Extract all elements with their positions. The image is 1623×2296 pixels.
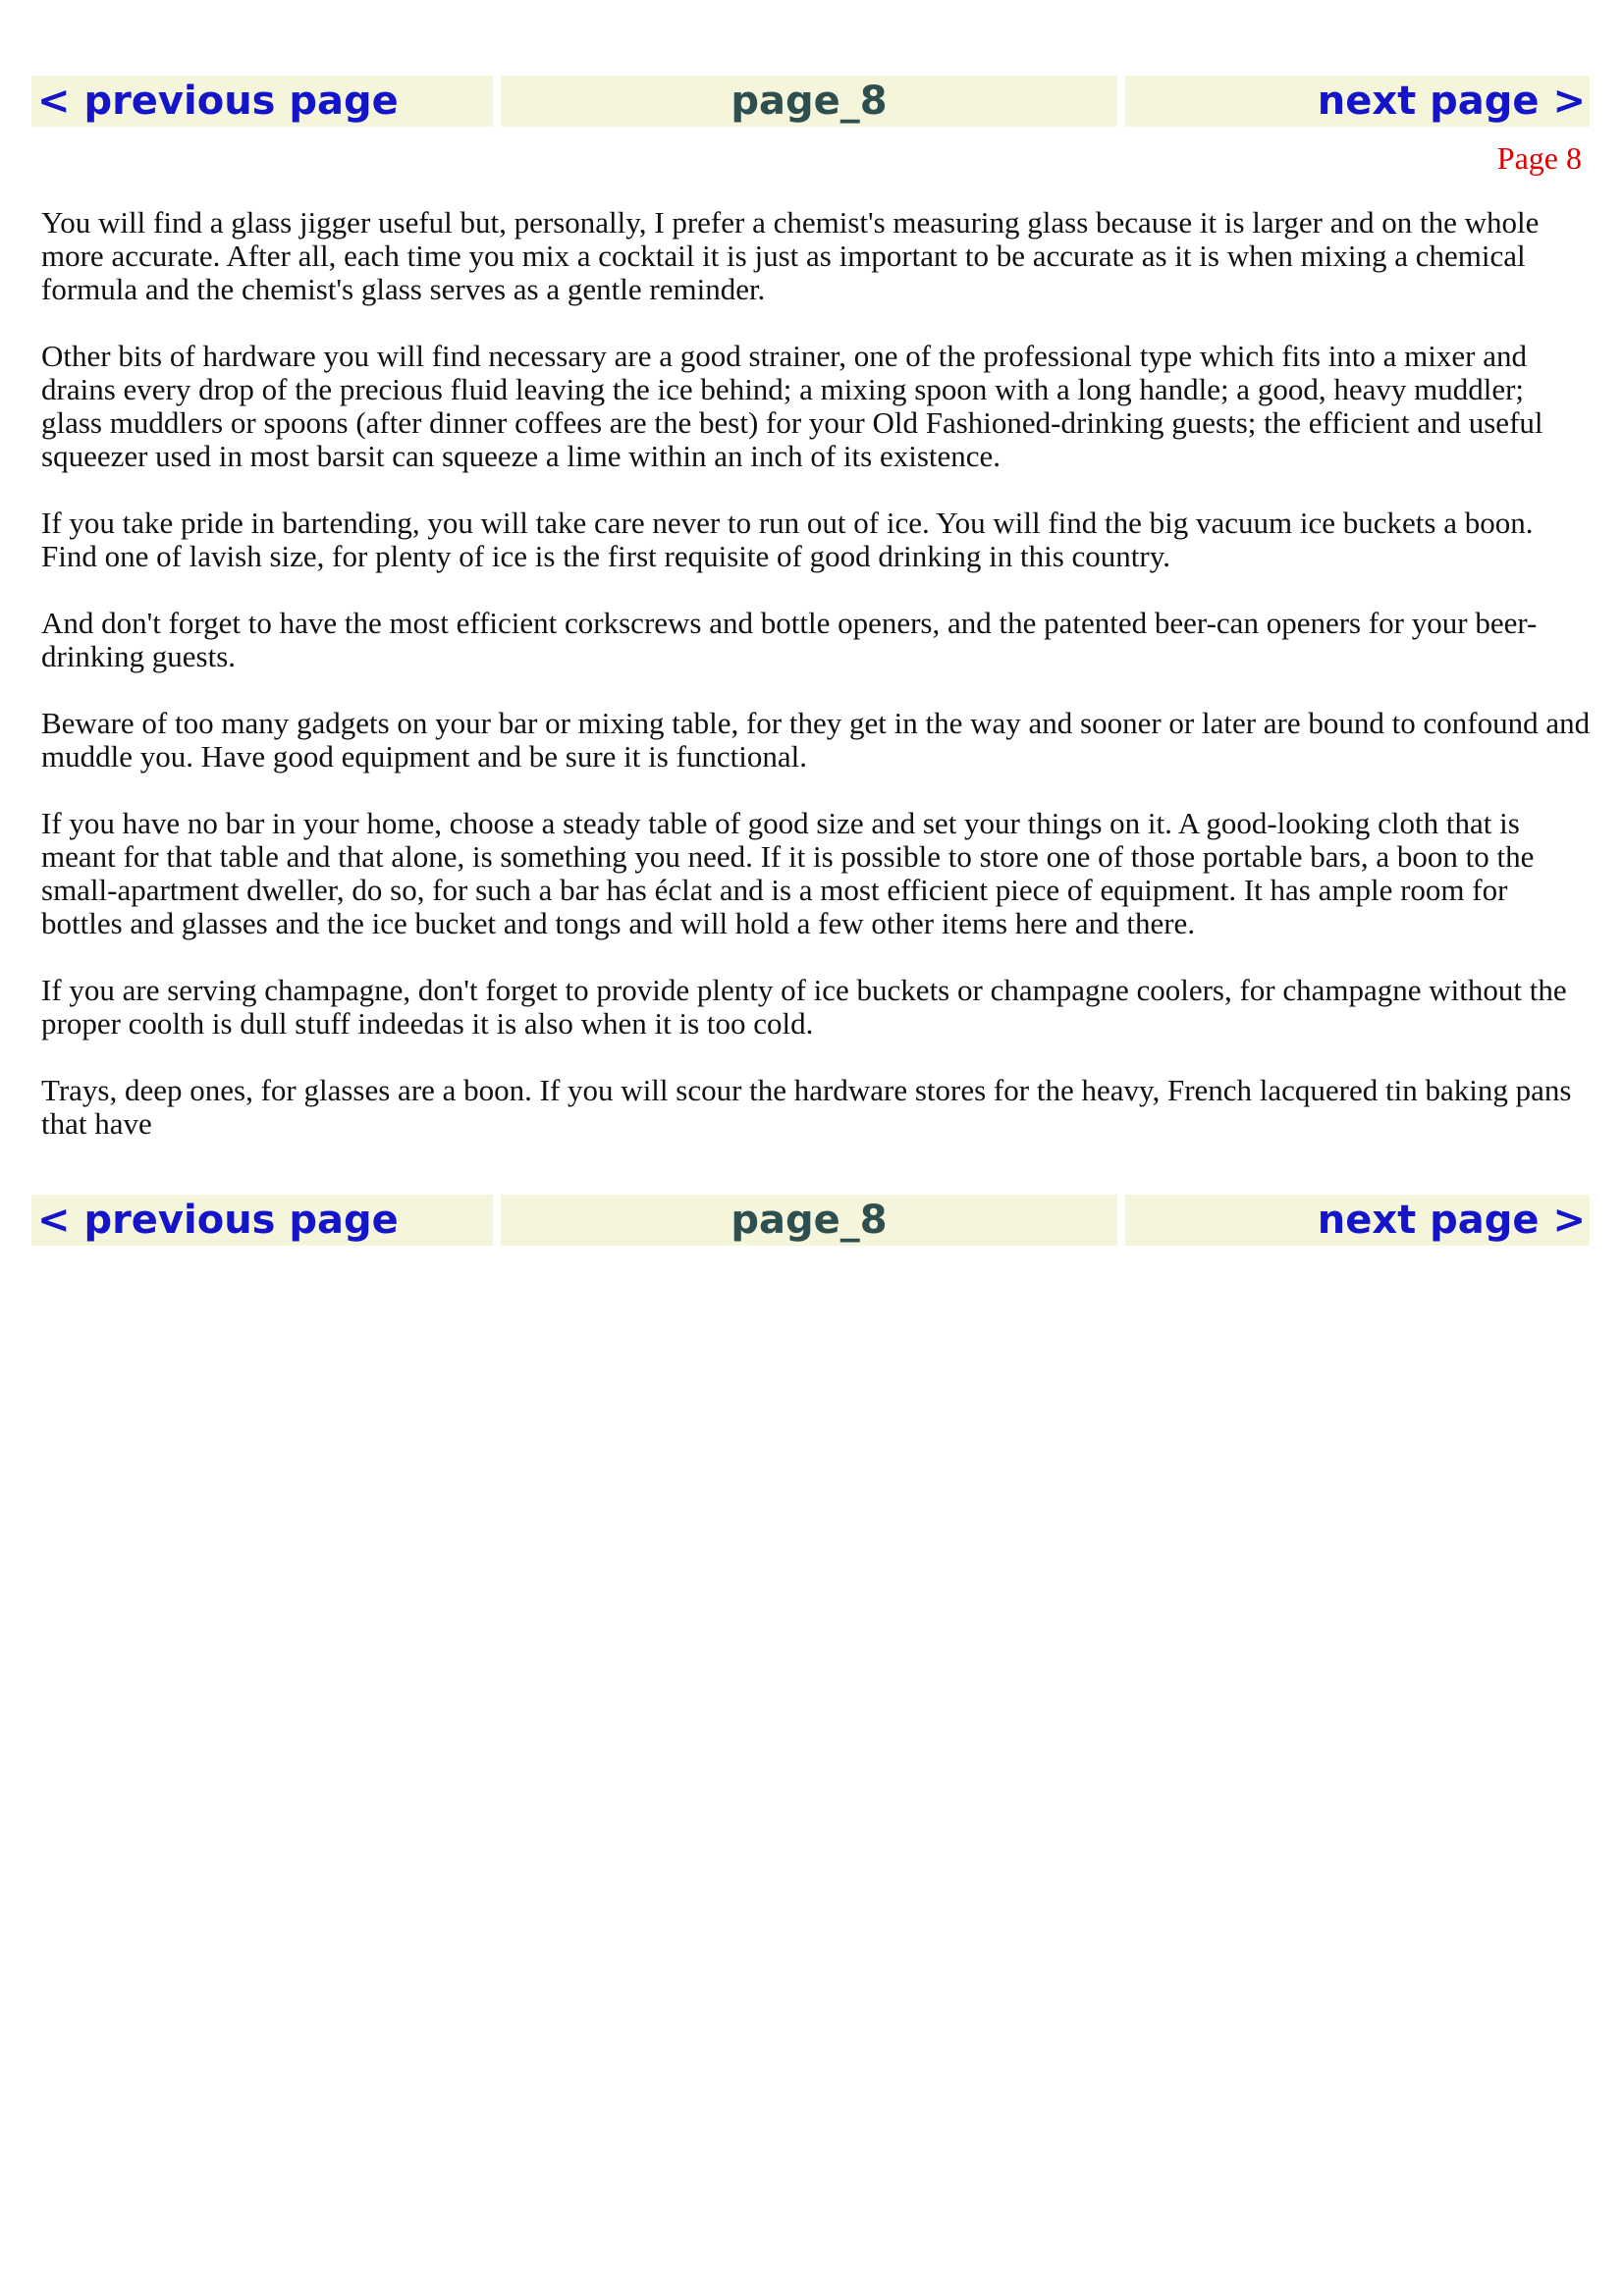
paragraph: And don't forget to have the most efficient corkscrews and bottle openers, and the patented beer-can openers for your beer-drinking guests.: [41, 606, 1538, 673]
paragraph: If you have no bar in your home, choose a steady table of good size and set your things on it. A good-looking cloth that is meant for that table and that alone, is something you need. If it is possible to store one of those portable bars, a boon to the small-apartment dweller, do so, for such a bar has éclat and is a most efficient piece of equipment. It has ample room for bottles and glasses and the ice bucket and tongs and will hold a few other items here and there.: [41, 806, 1535, 940]
next-page-link[interactable]: next page >: [1125, 76, 1590, 127]
next-page-link[interactable]: next page >: [1125, 1195, 1590, 1246]
previous-page-link[interactable]: < previous page: [31, 1195, 493, 1246]
page-content: [41, 206, 1591, 1174]
paragraph: If you are serving champagne, don't forget to provide plenty of ice buckets or champagne coolers, for champagne without the proper coolth is dull stuff indeedas it is also when it is too cold.: [41, 973, 1567, 1041]
page-number-label: Page 8: [1496, 140, 1582, 176]
page-name: page_8: [501, 76, 1117, 127]
paragraph: Beware of too many gadgets on your bar or mixing table, for they get in the way and sooner or later are bound to confound and muddle you. Have good equipment and be sure it is functional.: [41, 706, 1591, 774]
page-name: page_8: [501, 1195, 1117, 1246]
paragraph: Other bits of hardware you will find necessary are a good strainer, one of the professional type which fits into a mixer and drains every drop of the precious fluid leaving the ice behind; a mixing spoon with a long handle; a good, heavy muddler; glass muddlers or spoons (after dinner coffees are the best) for your Old Fashioned-drinking guests; the efficient and useful squeezer used in most barsit can squeeze a lime within an inch of its existence.: [41, 339, 1543, 473]
bottom-navigation-bar: [31, 1195, 1590, 1246]
paragraph: Trays, deep ones, for glasses are a boon. If you will scour the hardware stores for the heavy, French lacquered tin baking pans that have: [41, 1073, 1572, 1141]
paragraph: You will find a glass jigger useful but, personally, I prefer a chemist's measuring glass because it is larger and on the whole more accurate. After all, each time you mix a cocktail it is just as important to be accurate as it is when mixing a chemical formula and the chemist's glass serves as a gentle reminder.: [41, 205, 1540, 306]
top-navigation-bar: [31, 76, 1590, 127]
paragraph: If you take pride in bartending, you will take care never to run out of ice. You will find the big vacuum ice buckets a boon. Find one of lavish size, for plenty of ice is the first requisite of good drinking in this country.: [41, 506, 1534, 573]
previous-page-link[interactable]: < previous page: [31, 76, 493, 127]
